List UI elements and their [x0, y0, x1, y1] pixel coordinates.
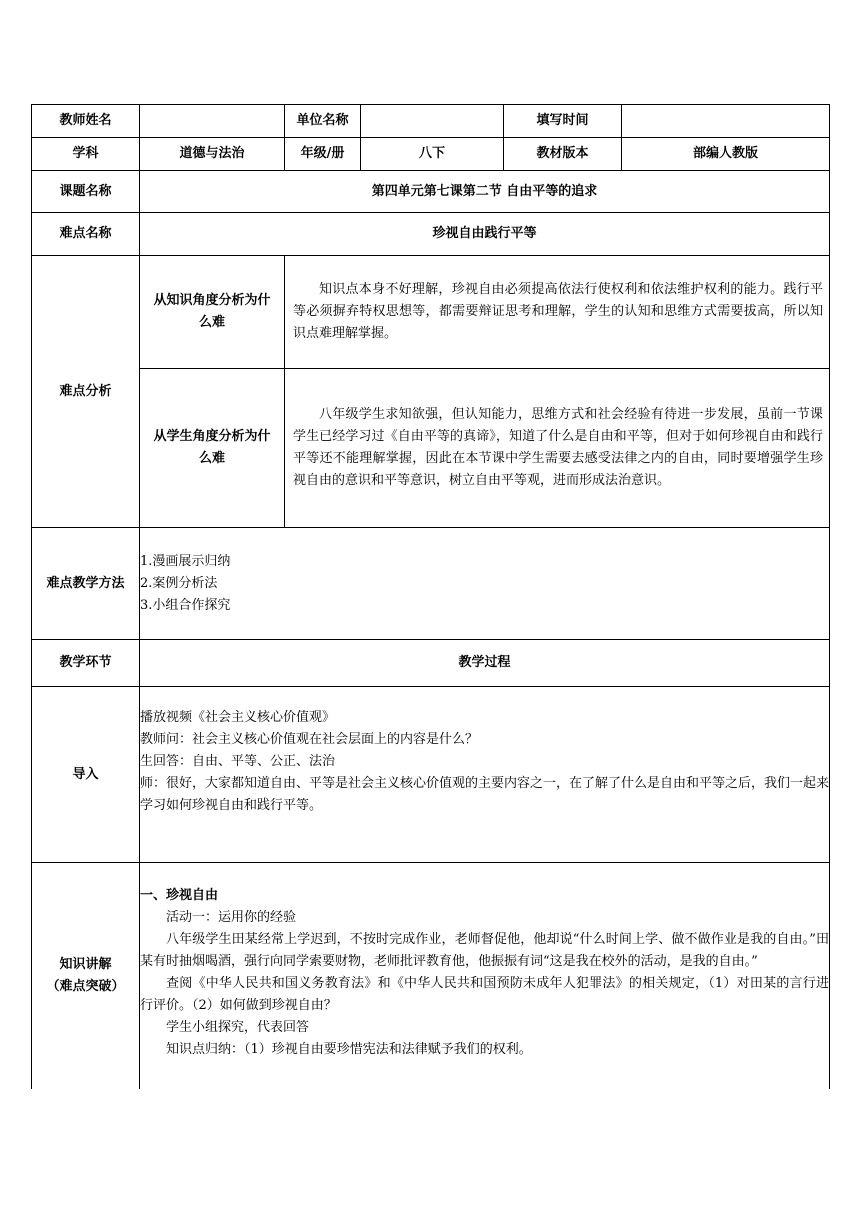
textbook-label: 教材版本 [504, 138, 622, 171]
student-angle-cell [285, 369, 830, 528]
intro-row [32, 687, 830, 863]
knowledge-angle-text: 知识点本身不好理解，珍视自由必须提高依法行使权利和依法维护权利的能力。践行平等必须摒弃特权思想等，都需要辩证思考和理解，学生的认知和思维方式需要拔高，所以知识点难理解掌握。 [293, 282, 823, 341]
analysis-label: 难点分析 [32, 256, 140, 528]
method-item: 1.漫画展示归纳 [140, 553, 231, 569]
lesson-plan-table [31, 104, 830, 1089]
intro-cell [140, 687, 830, 863]
intro-line: 师：很好，大家都知道自由、平等是社会主义核心价值观的主要内容之一，在了解了什么是自由和平等之后，我们一起来学习如何珍视自由和践行平等。 [140, 776, 830, 813]
intro-line: 播放视频《社会主义核心价值观》 [140, 710, 336, 725]
stage-label: 教学环节 [32, 640, 140, 687]
unit-name-value [361, 105, 504, 138]
topic-row [32, 171, 830, 213]
fill-time-label: 填写时间 [504, 105, 622, 138]
knowledge-label-cell [32, 863, 140, 1089]
fill-time-value [622, 105, 830, 138]
topic-value: 第四单元第七课第二节 自由平等的追求 [140, 171, 830, 213]
subject-value: 道德与法治 [140, 138, 285, 171]
methods-label: 难点教学方法 [32, 528, 140, 640]
group-text: 学生小组探究，代表回答 [166, 1020, 310, 1035]
intro-line: 生回答：自由、平等、公正、法治 [140, 754, 336, 769]
textbook-value: 部编人教版 [622, 138, 830, 171]
info-row-2 [32, 138, 830, 171]
unit-name-label: 单位名称 [285, 105, 361, 138]
grade-value: 八下 [361, 138, 504, 171]
student-angle-label: 从学生角度分析为什么难 [140, 369, 285, 528]
methods-cell [140, 528, 830, 640]
intro-line: 教师问：社会主义核心价值观在社会层面上的内容是什么？ [140, 732, 479, 747]
difficulty-label: 难点名称 [32, 213, 140, 256]
knowledge-label: 知识讲解 [59, 956, 112, 972]
section-heading: 一、珍视自由 [140, 888, 219, 903]
methods-row [32, 528, 830, 640]
activity-title: 活动一：运用你的经验 [166, 910, 297, 925]
summary-text: 知识点归纳：（1）珍视自由要珍惜宪法和法律赋予我们的权利。 [166, 1042, 532, 1057]
knowledge-row [32, 863, 830, 1089]
analysis-student-row [32, 369, 830, 528]
difficulty-value: 珍视自由践行平等 [140, 213, 830, 256]
teacher-name-label: 教师姓名 [32, 105, 140, 138]
subject-label: 学科 [32, 138, 140, 171]
method-item: 2.案例分析法 [140, 575, 218, 591]
process-label: 教学过程 [140, 640, 830, 687]
info-row-1 [32, 105, 830, 138]
process-header-row [32, 640, 830, 687]
method-item: 3.小组合作探究 [140, 597, 231, 613]
knowledge-angle-cell [285, 256, 830, 369]
difficulty-row [32, 213, 830, 256]
topic-label: 课题名称 [32, 171, 140, 213]
knowledge-cell [140, 863, 830, 1089]
student-angle-text: 八年级学生求知欲强，但认知能力，思维方式和社会经验有待进一步发展，虽前一节课学生已经学习过《自由平等的真谛》，知道了什么是自由和平等，但对于如何珍视自由和践行平等还不能理解掌握，因此在本节课中学生需要去感受法律之内的自由，同时要增强学生珍视自由的意识和平等意识，树立自由平等观，进而形成法治意识。 [293, 407, 823, 488]
grade-label: 年级/册 [285, 138, 361, 171]
teacher-name-value [140, 105, 285, 138]
knowledge-sublabel: （难点突破） [46, 978, 125, 994]
knowledge-angle-label: 从知识角度分析为什么难 [140, 256, 285, 369]
intro-label: 导入 [32, 687, 140, 863]
analysis-knowledge-row [32, 256, 830, 369]
task-text: 查阅《中华人民共和国义务教育法》和《中华人民共和国预防未成年人犯罪法》的相关规定，（1）对田某的言行进行评价。（2）如何做到珍视自由？ [140, 976, 829, 1013]
case-text: 八年级学生田某经常上学迟到，不按时完成作业，老师督促他，他却说“什么时间上学、做不做作业是我的自由。”田某有时抽烟喝酒，强行向同学索要财物，老师批评教育他，他振振有词“这是我在校外的活动，是我的自由。” [140, 932, 829, 969]
